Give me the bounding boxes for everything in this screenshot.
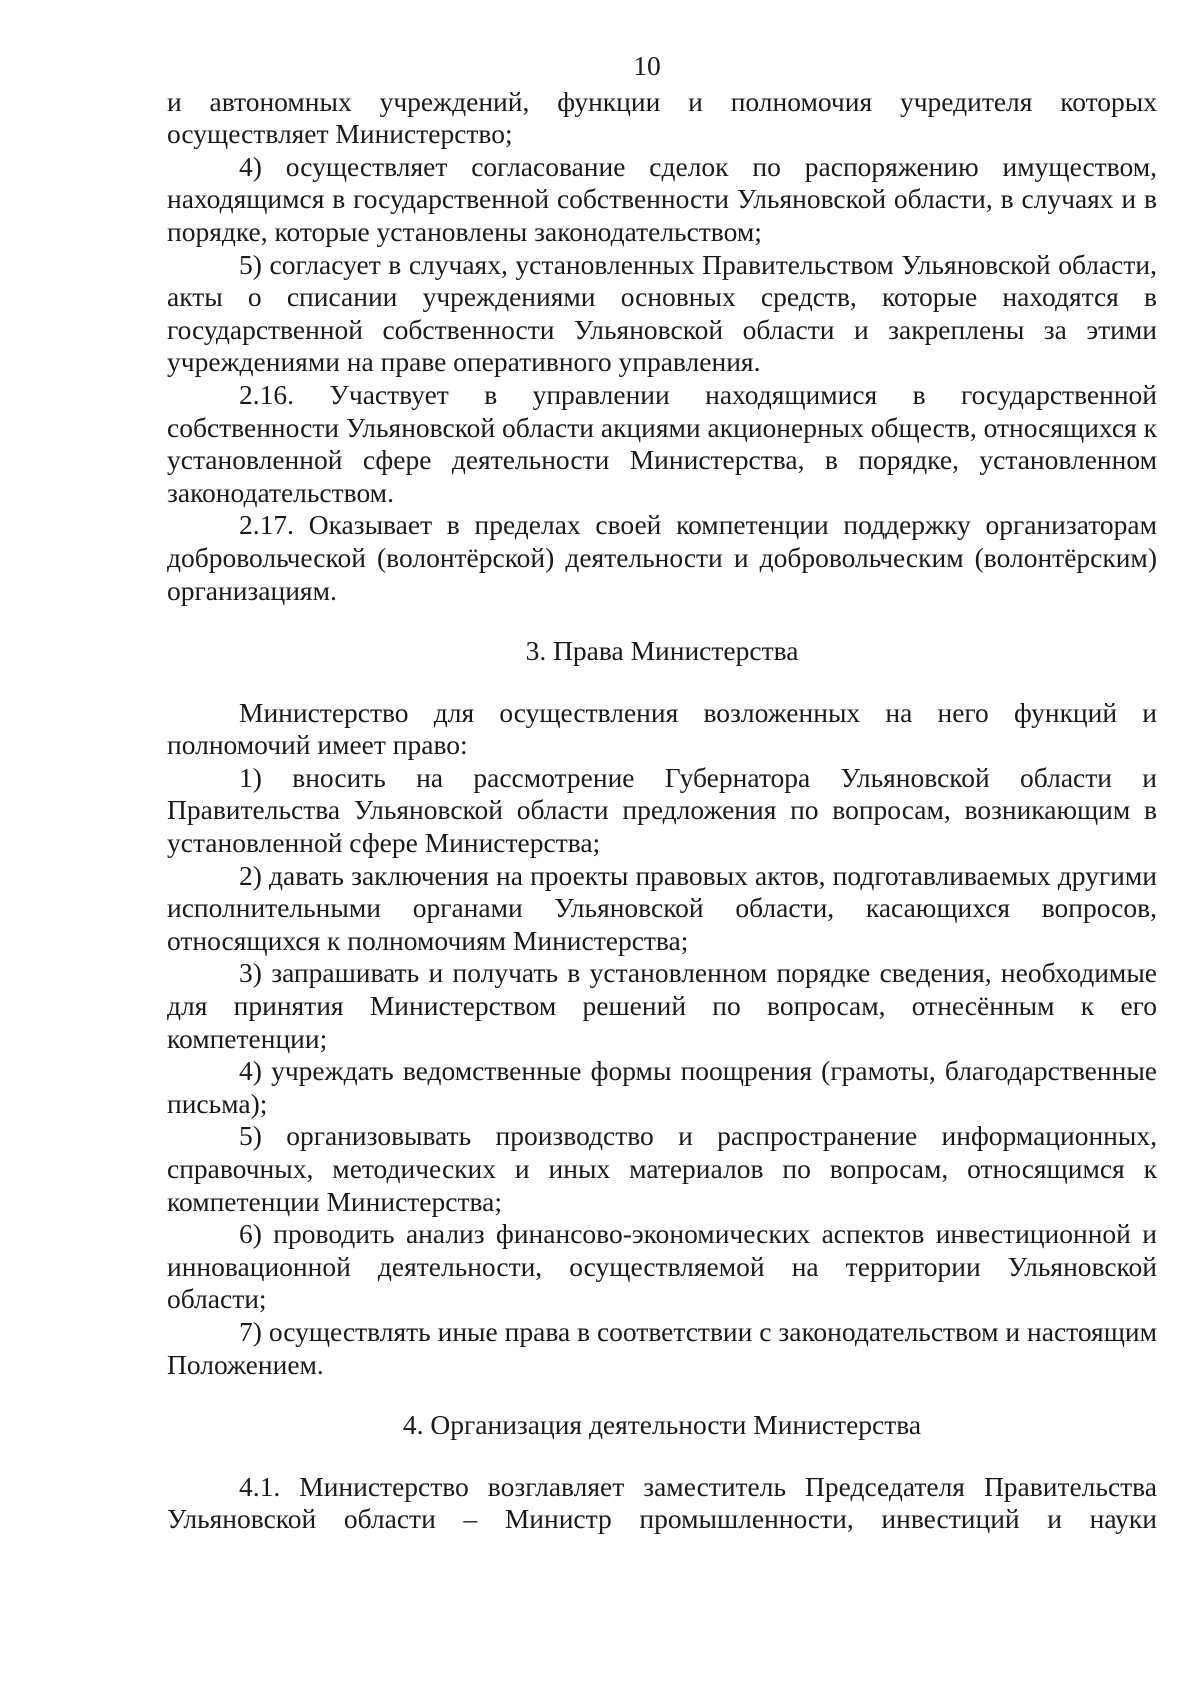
rights-item-2: 2) давать заключения на проекты правовых актов, подготавливаемых другими исполнительными органами Ульяновской области, касающихся вопросов, относящихся к полномочиям Министерства; xyxy=(167,859,1157,956)
paragraph-2-17: 2.17. Оказывает в пределах своей компетенции поддержку организаторам добровольческой (волонтёрской) деятельности и добровольческим (волонтёрским) организациям. xyxy=(167,509,1157,606)
rights-item-3: 3) запрашивать и получать в установленном порядке сведения, необходимые для принятия Министерством решений по вопросам, отнесённым к его компетенции; xyxy=(167,957,1157,1054)
paragraph-2-16: 2.16. Участвует в управлении находящимися в государственной собственности Ульяновской области акциями акционерных обществ, относящихся к установленной сфере деятельности Министерства, в порядке, установленном законодательством. xyxy=(167,378,1157,508)
paragraph-item-5: 5) согласует в случаях, установленных Правительством Ульяновской области, акты о списании учреждениями основных средств, которые находятся в государственной собственности Ульяновской области и закреплены за этими учреждениями на праве оперативного управления. xyxy=(167,248,1157,378)
rights-item-7: 7) осуществлять иные права в соответствии с законодательством и настоящим Положением. xyxy=(167,1315,1157,1380)
rights-item-1: 1) вносить на рассмотрение Губернатора Ульяновской области и Правительства Ульяновской области предложения по вопросам, возникающим в установленной сфере Министерства; xyxy=(167,761,1157,859)
rights-item-4: 4) учреждать ведомственные формы поощрения (грамоты, благодарственные письма); xyxy=(167,1055,1157,1119)
paragraph-continuation: и автономных учреждений, функции и полномочия учредителя которых осуществляет Министерство; xyxy=(167,85,1157,150)
section-3-intro: Министерство для осуществления возложенных на него функций и полномочий имеет право: xyxy=(167,696,1157,761)
rights-item-5: 5) организовывать производство и распространение информационных, справочных, методических и иных материалов по вопросам, относящимся к компетенции Министерства; xyxy=(167,1120,1157,1217)
section-4-heading: 4. Организация деятельности Министерства xyxy=(402,1409,922,1441)
paragraph-4-1: 4.1. Министерство возглавляет заместитель Председателя Правительства Ульяновской области – Министр промышленности, инвестиций и науки xyxy=(167,1470,1157,1535)
page-number: 10 xyxy=(633,50,661,81)
document-page xyxy=(167,50,1157,1536)
rights-item-6: 6) проводить анализ финансово-экономических аспектов инвестиционной и инновационной деятельности, осуществляемой на территории Ульяновской области; xyxy=(167,1218,1157,1315)
paragraph-item-4: 4) осуществляет согласование сделок по распоряжению имуществом, находящимся в государственной собственности Ульяновской области, в случаях и в порядке, которые установлены законодательством; xyxy=(167,150,1157,247)
section-3-heading: 3. Права Министерства xyxy=(525,635,799,667)
